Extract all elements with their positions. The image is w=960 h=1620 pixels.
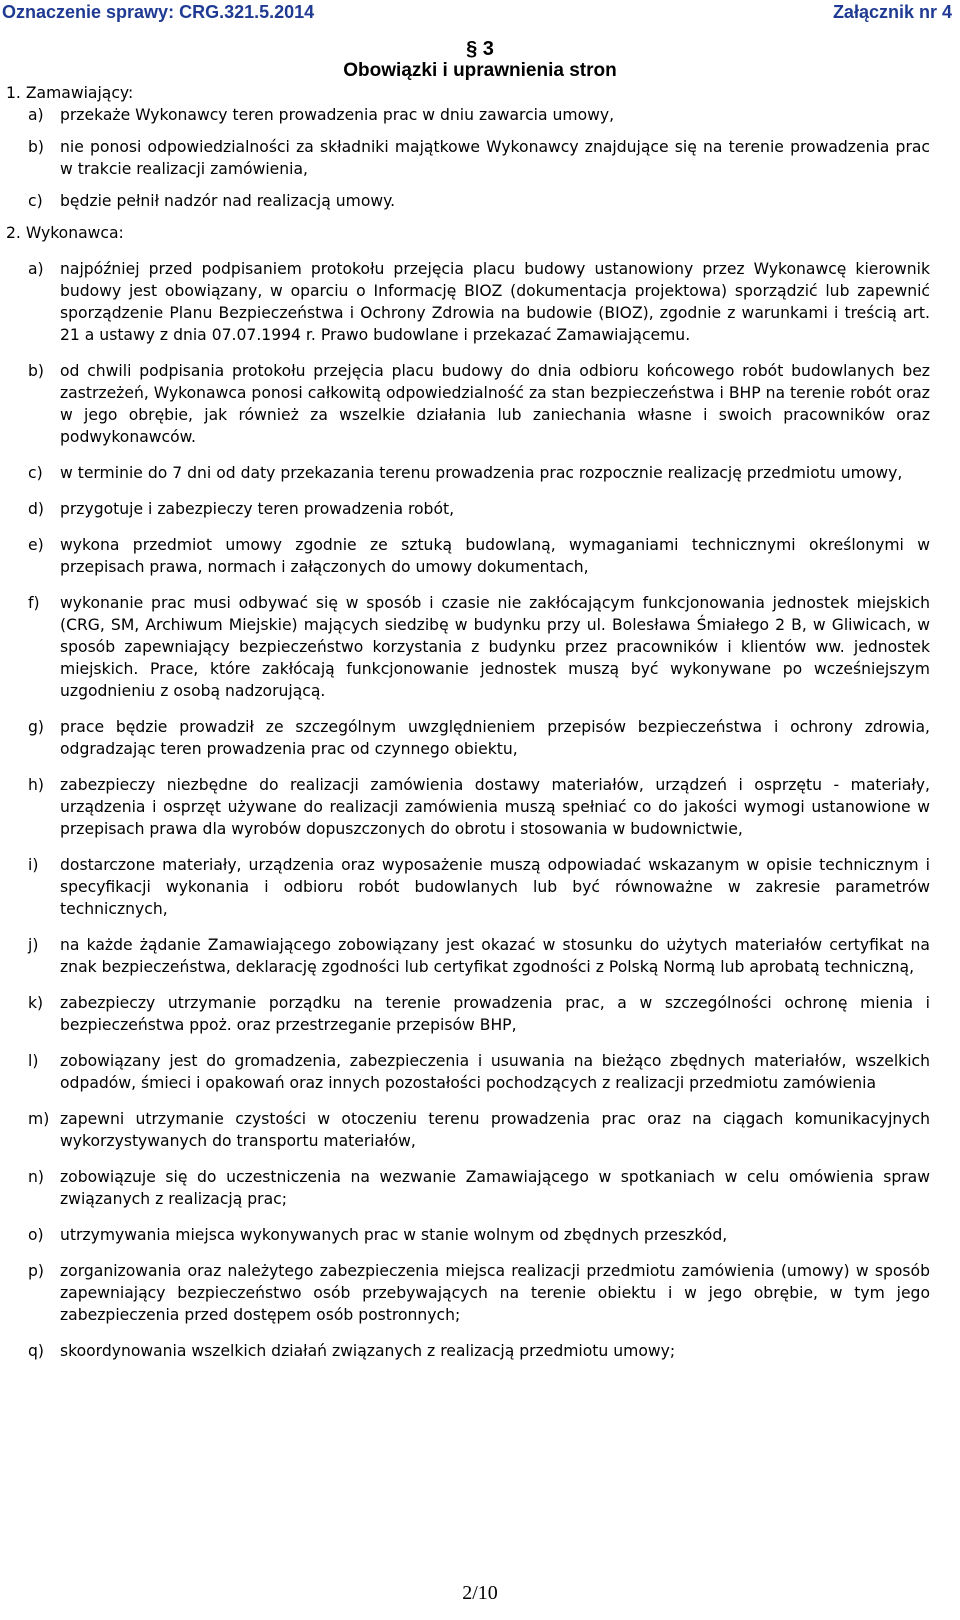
case-reference: Oznaczenie sprawy: CRG.321.5.2014 — [2, 2, 315, 22]
item-label: l) — [28, 1052, 39, 1070]
attachment-label: Załącznik nr 4 — [832, 2, 952, 22]
item-text: będzie pełnił nadzór nad realizacją umowy. — [60, 192, 396, 210]
item-text: skoordynowania wszelkich działań związanych z realizacją przedmiotu umowy; — [60, 1342, 676, 1360]
page-header — [0, 0, 960, 30]
list-item — [0, 1108, 930, 1152]
list-item — [0, 774, 930, 840]
list-item — [0, 1340, 930, 1362]
point-2-label: 2. Wykonawca: — [6, 224, 124, 242]
list-item — [0, 462, 930, 484]
list-item — [0, 534, 930, 578]
list-item — [0, 592, 930, 702]
list-item — [0, 716, 930, 760]
item-text: na każde żądanie Zamawiającego zobowiązany jest okazać w stosunku do użytych materiałów certyfikat na znak bezpieczeństwa, deklarację zgodności lub certyfikat zgodności z Polską Normą lub aprobatą techniczną, — [60, 936, 930, 976]
list-item — [0, 258, 930, 346]
item-label: a) — [28, 106, 44, 124]
item-label: c) — [28, 192, 43, 210]
item-text: najpóźniej przed podpisaniem protokołu przejęcia placu budowy ustanowiony przez Wykonawcę kierownik budowy jest obowiązany, w oparciu o Informację BIOZ (dokumentacja projektowa) sporządzić lub zapewnić sporządzenie Planu Bezpieczeństwa i Ochrony Zdrowia na budowie (BIOZ), zgodnie z warunkami i treścią art. 21 a ustawy z dnia 07.07.1994 r. Prawo budowlane i przekazać Zamawiającemu. — [60, 260, 930, 344]
list-item — [0, 854, 930, 920]
item-label: i) — [28, 856, 39, 874]
item-label: g) — [28, 718, 44, 736]
item-text: od chwili podpisania protokołu przejęcia placu budowy do dnia odbioru końcowego robót budowlanych bez zastrzeżeń, Wykonawca ponosi całkowitą odpowiedzialność za stan bezpieczeństwa i BHP na terenie robót oraz w jego obrębie, jak również za wszelkie działania lub zaniechania własne i swoich pracowników oraz podwykonawców. — [60, 362, 930, 446]
item-label: e) — [28, 536, 44, 554]
section-number: § 3 — [466, 38, 494, 60]
page-number: 2/10 — [462, 1582, 498, 1604]
item-label: m) — [28, 1110, 50, 1128]
item-text: wykonanie prac musi odbywać się w sposób i czasie nie zakłócającym funkcjonowania jednostek miejskich (CRG, SM, Archiwum Miejskie) mających siedzibę w budynku przy ul. Bolesława Śmiałego 2 B, w Gliwicach, w sposób zapewniający bezpieczeństwo korzystania z budynku przez pracowników i klientów ww. jednostek miejskich. Prace, które zakłócają funkcjonowanie jednostek muszą być wykonywane po wcześniejszym uzgodnieniu z osobą nadzorującą. — [60, 594, 930, 700]
item-label: a) — [28, 260, 44, 278]
list-item — [0, 992, 930, 1036]
item-text: nie ponosi odpowiedzialności za składniki majątkowe Wykonawcy znajdujące się na terenie prowadzenia prac w trakcie realizacji zamówienia, — [60, 138, 930, 178]
point-2-list — [0, 258, 930, 1362]
list-item — [0, 1050, 930, 1094]
item-text: utrzymywania miejsca wykonywanych prac w stanie wolnym od zbędnych przeszkód, — [60, 1226, 728, 1244]
section-title: Obowiązki i uprawnienia stron — [343, 60, 617, 81]
item-label: n) — [28, 1168, 44, 1186]
list-item — [0, 360, 930, 448]
item-text: zorganizowania oraz należytego zabezpieczenia miejsca realizacji przedmiotu zamówienia (umowy) w sposób zapewniający bezpieczeństwo osób przebywających na terenie obiektu i w jego obrębie, w tym jego zabezpieczenia przed dostępem osób postronnych; — [60, 1262, 930, 1324]
item-text: przekaże Wykonawcy teren prowadzenia prac w dniu zawarcia umowy, — [60, 106, 615, 124]
list-item — [0, 136, 930, 180]
item-text: przygotuje i zabezpieczy teren prowadzenia robót, — [60, 500, 455, 518]
list-item — [0, 1260, 930, 1326]
item-text: zapewni utrzymanie czystości w otoczeniu terenu prowadzenia prac oraz na ciągach komunikacyjnych wykorzystywanych do transportu materiałów, — [60, 1110, 930, 1150]
document-body — [0, 82, 930, 1376]
item-label: c) — [28, 464, 43, 482]
item-text: wykona przedmiot umowy zgodnie ze sztuką budowlaną, wymaganiami technicznymi określonymi w przepisach prawa, normach i załączonych do umowy dokumentach, — [60, 536, 930, 576]
item-label: f) — [28, 594, 40, 612]
item-text: zabezpieczy niezbędne do realizacji zamówienia dostawy materiałów, urządzeń i osprzętu - materiały, urządzenia i osprzęt używane do realizacji zamówienia muszą spełniać co do jakości wymogi ustanowione w przepisach prawa dla wyrobów dopuszczonych do obrotu i stosowania w budownictwie, — [60, 776, 930, 838]
item-label: h) — [28, 776, 44, 794]
list-item — [0, 934, 930, 978]
list-item — [0, 104, 930, 126]
item-text: dostarczone materiały, urządzenia oraz wyposażenie muszą odpowiadać wskazanym w opisie technicznym i specyfikacji wykonania i odbioru robót budowlanych lub być równoważne w zakresie parametrów technicznych, — [60, 856, 930, 918]
item-label: b) — [28, 138, 44, 156]
item-label: b) — [28, 362, 44, 380]
item-label: o) — [28, 1226, 44, 1244]
point-1-label: 1. Zamawiający: — [6, 84, 134, 102]
item-label: p) — [28, 1262, 44, 1280]
list-item — [0, 1166, 930, 1210]
item-label: d) — [28, 500, 44, 518]
item-text: prace będzie prowadził ze szczególnym uwzględnieniem przepisów bezpieczeństwa i ochrony zdrowia, odgradzając teren prowadzenia prac od czynnego obiektu, — [60, 718, 930, 758]
list-item — [0, 498, 930, 520]
item-text: zabezpieczy utrzymanie porządku na terenie prowadzenia prac, a w szczególności ochronę mienia i bezpieczeństwa ppoż. oraz przestrzeganie przepisów BHP, — [60, 994, 930, 1034]
item-label: q) — [28, 1342, 44, 1360]
item-label: k) — [28, 994, 44, 1012]
item-label: j) — [28, 936, 39, 954]
item-text: zobowiązany jest do gromadzenia, zabezpieczenia i usuwania na bieżąco zbędnych materiałów, wszelkich odpadów, śmieci i opakowań oraz innych pozostałości pochodzących z realizacji przedmiotu zamówienia — [60, 1052, 930, 1092]
list-item — [0, 1224, 930, 1246]
list-item — [0, 190, 930, 212]
point-1-list — [0, 104, 930, 212]
item-text: zobowiązuje się do uczestniczenia na wezwanie Zamawiającego w spotkaniach w celu omówienia spraw związanych z realizacją prac; — [60, 1168, 930, 1208]
item-text: w terminie do 7 dni od daty przekazania terenu prowadzenia prac rozpocznie realizację przedmiotu umowy, — [60, 464, 903, 482]
